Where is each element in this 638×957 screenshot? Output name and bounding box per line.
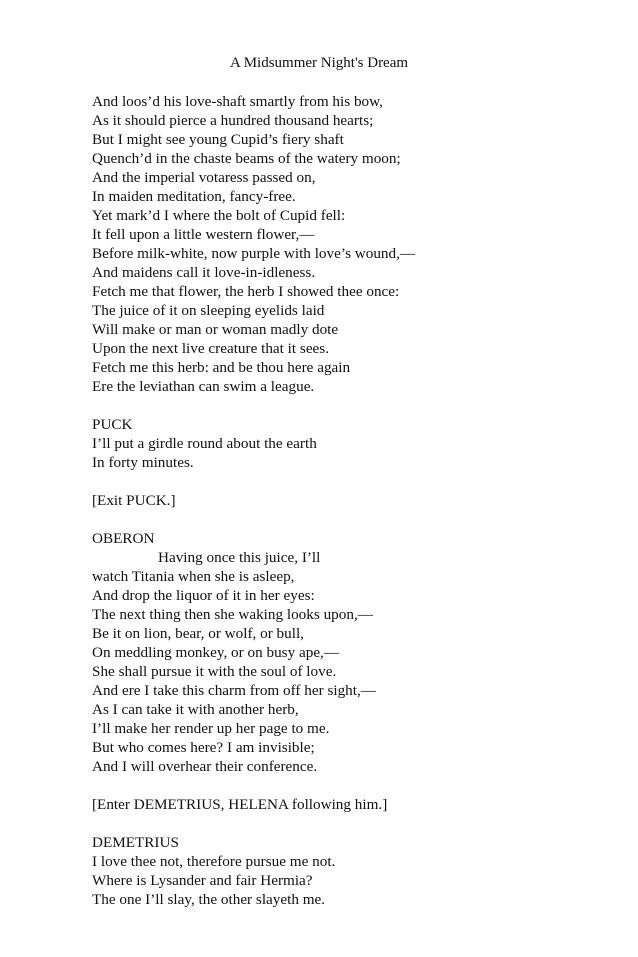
- text-body: [92, 92, 612, 909]
- verse-line: She shall pursue it with the soul of love.: [92, 663, 337, 680]
- verse-line: And I will overhear their conference.: [92, 758, 318, 775]
- verse-line: The juice of it on sleeping eyelids laid: [92, 302, 325, 319]
- verse-line: In maiden meditation, fancy-free.: [92, 188, 296, 205]
- puck-speech: [92, 415, 612, 472]
- verse-line: Fetch me this herb: and be thou here again: [92, 359, 351, 376]
- verse-block: [92, 92, 612, 396]
- speaker-name: PUCK: [92, 416, 133, 433]
- verse-line: Upon the next live creature that it sees.: [92, 340, 330, 357]
- verse-line: Fetch me that flower, the herb I showed thee once:: [92, 283, 400, 300]
- verse-line: Be it on lion, bear, or wolf, or bull,: [92, 625, 304, 642]
- verse-line: But I might see young Cupid’s fiery shaft: [92, 131, 344, 148]
- stage-direction: [Enter DEMETRIUS, HELENA following him.]: [92, 796, 388, 813]
- verse-line: On meddling monkey, or on busy ape,—: [92, 644, 340, 661]
- verse-line: watch Titania when she is asleep,: [92, 568, 295, 585]
- speaker-name: OBERON: [92, 530, 155, 547]
- verse-line: As it should pierce a hundred thousand hearts;: [92, 112, 374, 129]
- spacer: [92, 396, 612, 415]
- spacer: [92, 814, 612, 833]
- spacer: [92, 472, 612, 491]
- speaker-name: DEMETRIUS: [92, 834, 179, 851]
- verse-line: And the imperial votaress passed on,: [92, 169, 316, 186]
- verse-line: I’ll make her render up her page to me.: [92, 720, 330, 737]
- verse-line: I’ll put a girdle round about the earth: [92, 435, 317, 452]
- stage-direction: [Exit PUCK.]: [92, 492, 176, 509]
- verse-line: Quench’d in the chaste beams of the watery moon;: [92, 150, 401, 167]
- spacer: [92, 510, 612, 529]
- spacer: [92, 776, 612, 795]
- verse-line: Will make or man or woman madly dote: [92, 321, 339, 338]
- demetrius-speech: [92, 833, 612, 909]
- verse-line: The one I’ll slay, the other slayeth me.: [92, 891, 326, 908]
- page-header-title: A Midsummer Night's Dream: [229, 55, 409, 71]
- verse-line: The next thing then she waking looks upon,—: [92, 606, 373, 623]
- verse-line: And drop the liquor of it in her eyes:: [92, 587, 315, 604]
- verse-line: And ere I take this charm from off her sight,—: [92, 682, 376, 699]
- verse-line: Where is Lysander and fair Hermia?: [92, 872, 313, 889]
- oberon-speech: [92, 529, 612, 776]
- verse-line: As I can take it with another herb,: [92, 701, 299, 718]
- verse-line: Yet mark’d I where the bolt of Cupid fell:: [92, 207, 346, 224]
- verse-line: Before milk-white, now purple with love’s wound,—: [92, 245, 416, 262]
- verse-line: And loos’d his love-shaft smartly from his bow,: [92, 93, 383, 110]
- verse-line: But who comes here? I am invisible;: [92, 739, 315, 756]
- verse-line: In forty minutes.: [92, 454, 194, 471]
- verse-line: It fell upon a little western flower,—: [92, 226, 315, 243]
- verse-line: And maidens call it love-in-idleness.: [92, 264, 316, 281]
- verse-line: I love thee not, therefore pursue me not.: [92, 853, 336, 870]
- verse-line-indented: Having once this juice, I’ll: [158, 549, 321, 566]
- verse-line: Ere the leviathan can swim a league.: [92, 378, 315, 395]
